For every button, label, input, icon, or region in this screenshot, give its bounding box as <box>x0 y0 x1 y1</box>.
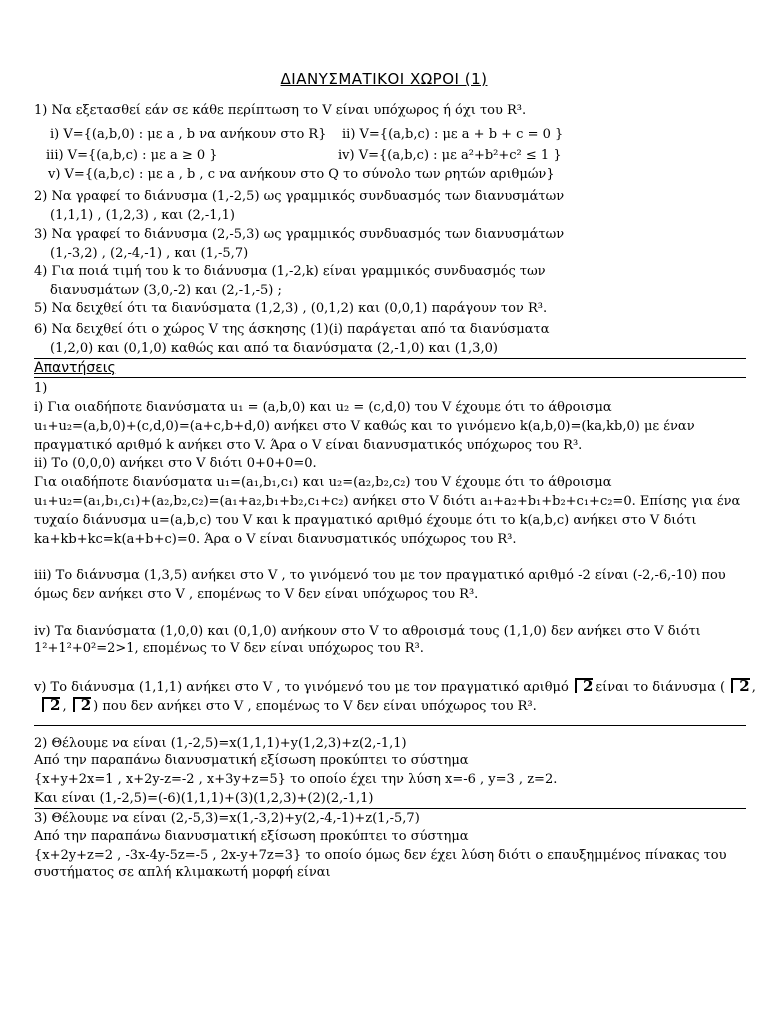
exercise-1-i: i) V={(a,b,0) : με a , b να ανήκουν στο R} <box>50 127 327 142</box>
divider <box>34 377 746 378</box>
sqrt-2: 2 <box>73 697 91 712</box>
sqrt-2: 2 <box>575 678 593 693</box>
answer-1-i-line1: i) Για οιαδήποτε διανύσματα u₁ = (a,b,0) και u₂ = (c,d,0) του V έχουμε ότι το άθροισμα <box>34 400 612 415</box>
answer-1-v-line1: v) Το διάνυσμα (1,1,1) ανήκει στο V , το γινόμενό του με τον πραγματικό αριθμό 2 είναι το διάνυσμα ( 2 , <box>34 677 756 695</box>
answer-1-label: 1) <box>34 381 48 396</box>
answer-3-line1: 3) Θέλουμε να είναι (2,-5,3)=x(1,-3,2)+y(2,-4,-1)+z(1,-5,7) <box>34 811 420 826</box>
answer-1-i-line3: πραγματικό αριθμό k ανήκει στο V. Άρα ο V είναι διανυσματικός υπόχωρος του R³. <box>34 438 583 453</box>
exercise-4-vectors: διανυσμάτων (3,0,-2) και (2,-1,-5) ; <box>50 283 282 298</box>
answer-1-v-text-2: είναι το διάνυσμα ( <box>595 680 726 695</box>
answer-2-line4: Και είναι (1,-2,5)=(-6)(1,1,1)+(3)(1,2,3)+(2)(2,-1,1) <box>34 791 374 806</box>
exercise-5: 5) Να δειχθεί ότι τα διανύσματα (1,2,3) , (0,1,2) και (0,0,1) παράγουν τον R³. <box>34 301 548 316</box>
exercise-1-iv: iv) V={(a,b,c) : με a²+b²+c² ≤ 1 } <box>338 148 562 163</box>
exercise-6-vectors: (1,2,0) και (0,1,0) καθώς και από τα διανύσματα (2,-1,0) και (1,3,0) <box>50 341 498 356</box>
answer-1-v-text-3: ) που δεν ανήκει στο V , επομένως το V δεν είναι υπόχωρος του R³. <box>93 699 537 714</box>
sqrt-2: 2 <box>42 697 60 712</box>
answer-1-ii-line4: τυχαίο διάνυσμα u=(a,b,c) του V και k πραγματικό αριθμό έχουμε ότι το k(a,b,c) ανήκει στο V διότι <box>34 513 697 528</box>
answer-1-v-text: v) Το διάνυσμα (1,1,1) ανήκει στο V , το γινόμενό του με τον πραγματικό αριθμό <box>34 680 569 695</box>
exercise-1-v: v) V={(a,b,c) : με a , b , c να ανήκουν στο Q το σύνολο των ρητών αριθμών} <box>48 167 555 182</box>
answer-1-v-line2: 2 , 2 ) που δεν ανήκει στο V , επομένως το V δεν είναι υπόχωρος του R³. <box>40 697 748 715</box>
answer-1-iii-line1: iii) Το διάνυσμα (1,3,5) ανήκει στο V , το γινόμενό του με τον πραγματικό αριθμό -2 είναι (-2,-6,-10) που <box>34 568 726 583</box>
exercise-2-vectors: (1,1,1) , (1,2,3) , και (2,-1,1) <box>50 208 235 223</box>
divider <box>34 358 746 359</box>
divider <box>34 725 746 726</box>
answer-3-line2: Από την παραπάνω διανυσματική εξίσωση προκύπτει το σύστημα <box>34 829 469 844</box>
answer-1-iv-line2: 1²+1²+0²=2>1, επομένως το V δεν είναι υπόχωρος του R³. <box>34 641 424 656</box>
exercise-4: 4) Για ποιά τιμή του k το διάνυσμα (1,-2,k) είναι γραμμικός συνδυασμός των <box>34 264 546 279</box>
answer-2-line3: {x+y+2x=1 , x+2y-z=-2 , x+3y+z=5} το οποίο έχει την λύση x=-6 , y=3 , z=2. <box>34 772 558 787</box>
exercise-3-vectors: (1,-3,2) , (2,-4,-1) , και (1,-5,7) <box>50 246 249 261</box>
answer-1-iii-line2: όμως δεν ανήκει στο V , επομένως το V δεν είναι υπόχωρος του R³. <box>34 587 479 602</box>
answer-1-ii-line5: ka+kb+kc=k(a+b+c)=0. Άρα ο V είναι διανυσματικός υπόχωρος του R³. <box>34 532 517 547</box>
answer-1-ii-line2: Για οιαδήποτε διανύσματα u₁=(a₁,b₁,c₁) και u₂=(a₂,b₂,c₂) του V έχουμε ότι το άθροισμα <box>34 475 612 490</box>
exercise-1-iii: iii) V={(a,b,c) : με a ≥ 0 } <box>46 148 218 163</box>
exercise-6: 6) Να δειχθεί ότι ο χώρος V της άσκησης (1)(i) παράγεται από τα διανύσματα <box>34 322 550 337</box>
answer-3-line3: {x+2y+z=2 , -3x-4y-5z=-5 , 2x-y+7z=3} το οποίο όμως δεν έχει λύση διότι ο επαυξημμένος πίνακας του <box>34 848 727 863</box>
exercise-2: 2) Να γραφεί το διάνυσμα (1,-2,5) ως γραμμικός συνδυασμός των διανυσμάτων <box>34 189 565 204</box>
answer-2-line1: 2) Θέλουμε να είναι (1,-2,5)=x(1,1,1)+y(1,2,3)+z(2,-1,1) <box>34 736 407 751</box>
sqrt-2: 2 <box>731 678 749 693</box>
exercise-3: 3) Να γραφεί το διάνυσμα (2,-5,3) ως γραμμικός συνδυασμός των διανυσμάτων <box>34 227 565 242</box>
divider <box>34 808 746 809</box>
answer-1-iv-line1: iv) Τα διανύσματα (1,0,0) και (0,1,0) ανήκουν στο V το αθροισμά τους (1,1,0) δεν ανήκει στο V διότι <box>34 624 701 639</box>
answers-heading: Απαντήσεις <box>34 360 116 376</box>
answer-1-ii-line3: u₁+u₂=(a₁,b₁,c₁)+(a₂,b₂,c₂)=(a₁+a₂,b₁+b₂,c₁+c₂) ανήκει στο V διότι a₁+a₂+b₁+b₂+c₁+c₂=0. Επίσης για ένα <box>34 494 741 509</box>
answer-1-i-line2: u₁+u₂=(a,b,0)+(c,d,0)=(a+c,b+d,0) ανήκει στο V καθώς και το γινόμενο k(a,b,0)=(ka,kb,0) με έναν <box>34 419 695 434</box>
exercise-1-ii: ii) V={(a,b,c) : με a + b + c = 0 } <box>342 127 564 142</box>
page-title: ΔΙΑΝΥΣΜΑΤΙΚΟΙ ΧΩΡΟΙ (1) <box>280 70 488 88</box>
exercise-1: 1) Να εξετασθεί εάν σε κάθε περίπτωση το V είναι υπόχωρος ή όχι του R³. <box>34 103 527 118</box>
answer-1-ii-line1: ii) Το (0,0,0) ανήκει στο V διότι 0+0+0=0. <box>34 456 317 471</box>
answer-3-line4: συστήματος σε απλή κλιμακωτή μορφή είναι <box>34 865 331 880</box>
answer-2-line2: Από την παραπάνω διανυσματική εξίσωση προκύπτει το σύστημα <box>34 753 469 768</box>
